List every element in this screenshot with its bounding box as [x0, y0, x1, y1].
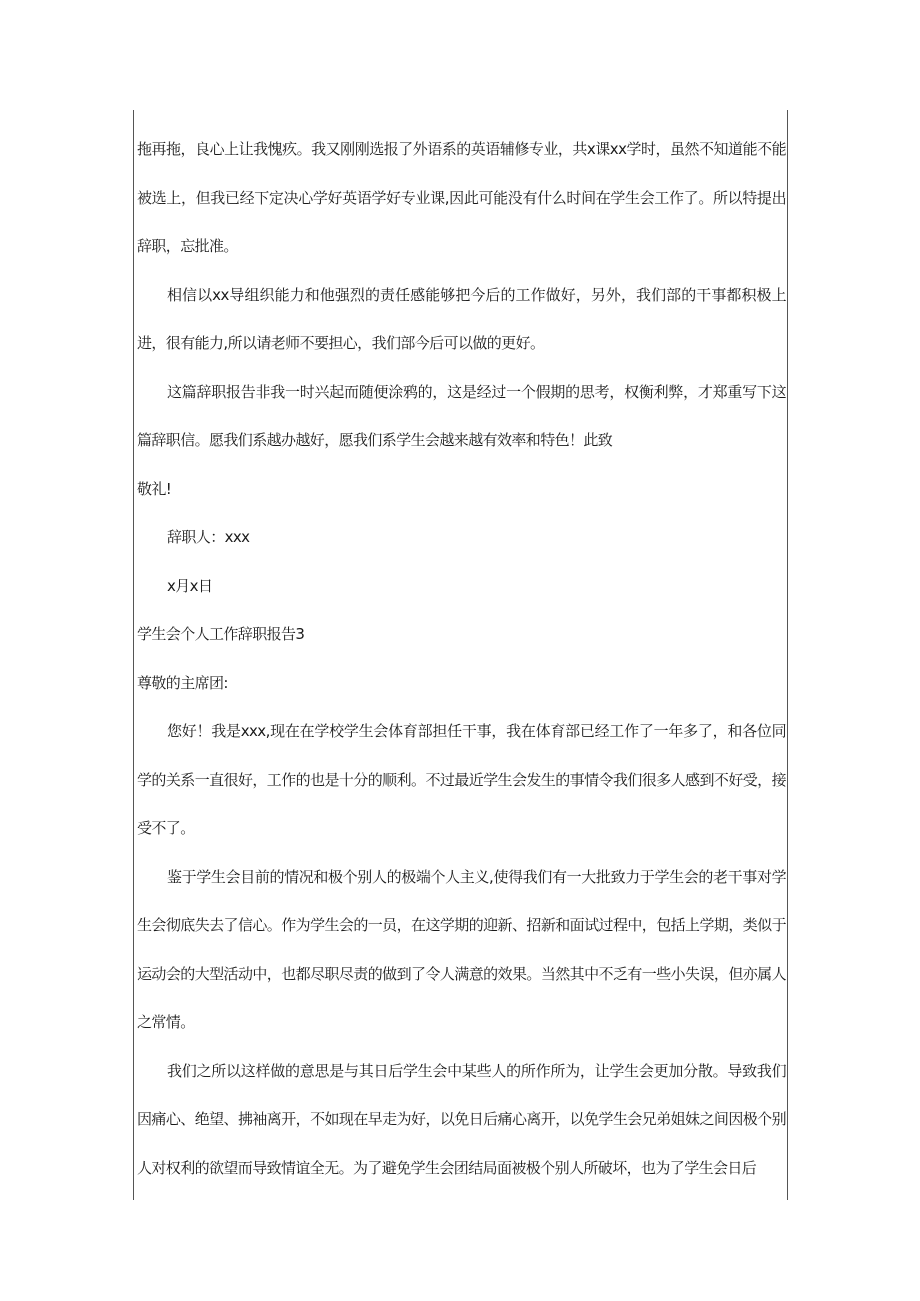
signature-line: 辞职人：xxx [167, 528, 250, 546]
document-page [137, 125, 786, 1192]
paragraph-5: 鉴于学生会目前的情况和极个别人的极端个人主义,使得我们有一大批致力于学生会的老干事对学生会彻底失去了信心。作为学生会的一员，在这学期的迎新、招新和面试过程中，包括上学期，类似于运动会的大型活动中，也都尽职尽责的做到了令人满意的效果。当然其中不乏有一些小失误，但亦属人之常情。 [137, 867, 786, 1031]
salutation: 敬礼! [137, 479, 172, 498]
section-title: 学生会个人工作辞职报告3 [137, 625, 305, 643]
paragraph-3: 这篇辞职报告非我一时兴起而随便涂鸦的，这是经过一个假期的思考，权衡利弊，才郑重写下这篇辞职信。愿我们系越办越好，愿我们系学生会越来越有效率和特色！此致 [137, 382, 786, 449]
paragraph-1: 拖再拖，良心上让我愧疚。我又刚刚选报了外语系的英语辅修专业，共x课xx学时，虽然不知道能不能被选上，但我已经下定决心学好英语学好专业课,因此可能没有什么时间在学生会工作了。所以特提出辞职，忘批准。 [137, 140, 786, 255]
left-margin-rule [133, 110, 134, 1200]
greeting-line: 尊敬的主席团: [137, 673, 228, 692]
date-line: x月x日 [167, 576, 213, 595]
paragraph-2: 相信以xx导组织能力和他强烈的责任感能够把今后的工作做好，另外，我们部的干事都积极上进，很有能力,所以请老师不要担心，我们部今后可以做的更好。 [137, 285, 786, 352]
paragraph-4: 您好！我是xxx,现在在学校学生会体育部担任干事，我在体育部已经工作了一年多了，和各位同学的关系一直很好，工作的也是十分的顺利。不过最近学生会发生的事情令我们很多人感到不好受，接受不了。 [137, 722, 786, 837]
right-margin-rule [787, 110, 788, 1200]
paragraph-6: 我们之所以这样做的意思是与其日后学生会中某些人的所作所为，让学生会更加分散。导致我们因痛心、绝望、拂袖离开，不如现在早走为好，以免日后痛心离开，以免学生会兄弟姐妹之间因极个别人对权利的欲望而导致情谊全无。为了避免学生会团结局面被极个别人所破坏，也为了学生会日后 [137, 1061, 786, 1177]
